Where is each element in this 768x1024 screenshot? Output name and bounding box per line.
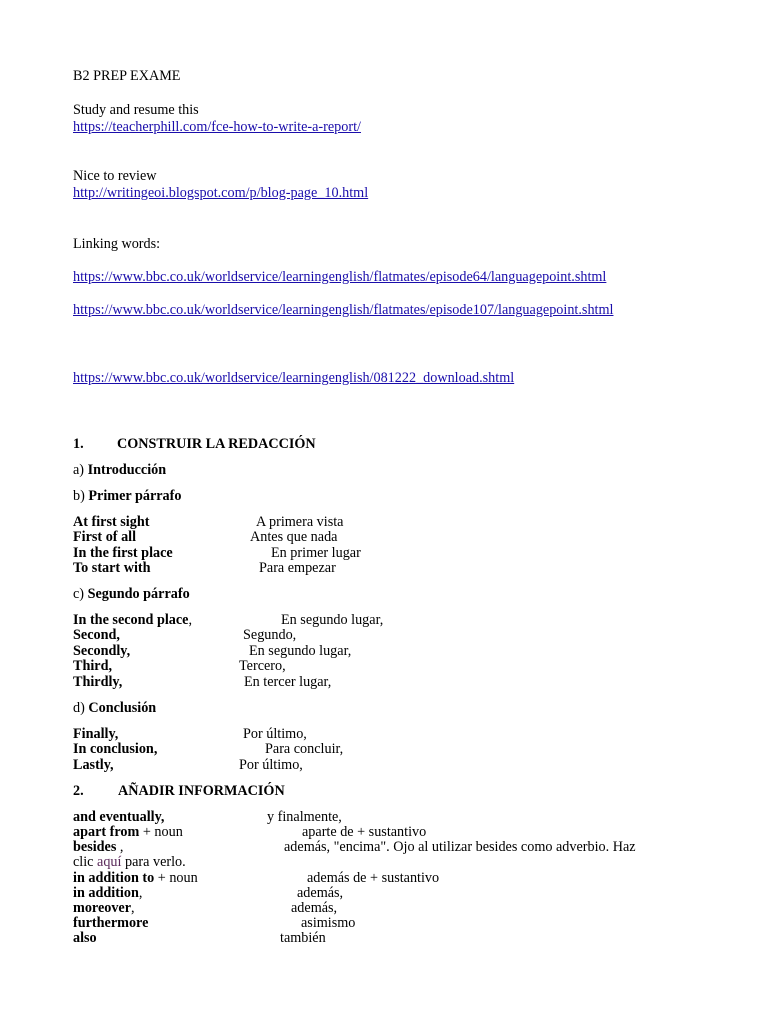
review-link[interactable]: http://writingeoi.blogspot.com/p/blog-page_10.html bbox=[73, 185, 369, 201]
first-term-en: In the first place bbox=[73, 545, 173, 561]
conclusion-term-en: In conclusion, bbox=[73, 741, 158, 757]
addition-term-es: asimismo bbox=[301, 915, 356, 931]
addition-term-en-bold: also bbox=[73, 930, 97, 946]
subsection-conclusion bbox=[73, 701, 156, 717]
addition-term-es: además, bbox=[291, 900, 338, 916]
section2-heading: AÑADIR INFORMACIÓN bbox=[118, 783, 285, 799]
second-term-es: En segundo lugar, bbox=[281, 612, 384, 628]
section2-number: 2. bbox=[73, 783, 84, 799]
addition-term-en-bold: moreover bbox=[73, 900, 132, 916]
addition-term-en-bold: and eventually, bbox=[73, 809, 165, 825]
second-term-en: Second, bbox=[73, 627, 120, 643]
first-term-es: A primera vista bbox=[256, 514, 344, 530]
addition-term-en-extra: , bbox=[131, 900, 135, 916]
addition-term-en-bold: apart from bbox=[73, 824, 140, 840]
addition-term-es: además de + sustantivo bbox=[307, 870, 440, 886]
first-term-es: Antes que nada bbox=[250, 529, 338, 545]
subsection-segundo-parrafo bbox=[73, 587, 190, 603]
subsection-label: Introducción bbox=[87, 462, 167, 478]
first-term-es: Para empezar bbox=[259, 560, 336, 576]
first-term-es: En primer lugar bbox=[271, 545, 361, 561]
addition-term-en-bold: furthermore bbox=[73, 915, 149, 931]
section1-number: 1. bbox=[73, 436, 84, 452]
continuation-line bbox=[73, 855, 186, 871]
first-term-en: At first sight bbox=[73, 514, 150, 530]
subsection-label: Conclusión bbox=[88, 700, 157, 716]
linking-link-episode107[interactable]: https://www.bbc.co.uk/worldservice/learningenglish/flatmates/episode107/languagepoint.shtml bbox=[73, 302, 614, 318]
continuation-after: para verlo. bbox=[121, 854, 186, 870]
second-term-en: Secondly, bbox=[73, 643, 131, 659]
addition-term-en-extra: , bbox=[116, 839, 124, 855]
aqui-link[interactable]: aquí bbox=[97, 854, 122, 870]
first-term-en: First of all bbox=[73, 529, 137, 545]
review-label: Nice to review bbox=[73, 168, 157, 184]
subsection-prefix: a) bbox=[73, 462, 88, 478]
subsection-introduccion bbox=[73, 463, 166, 479]
second-term-en: Thirdly, bbox=[73, 674, 123, 690]
conclusion-term-es: Para concluir, bbox=[265, 741, 344, 757]
addition-term-en-extra: , bbox=[138, 885, 143, 901]
subsection-label: Segundo párrafo bbox=[87, 586, 190, 602]
addition-term-en-extra: + noun bbox=[154, 870, 198, 886]
second-term-en-suffix: , bbox=[188, 612, 193, 628]
second-term-es: En segundo lugar, bbox=[249, 643, 352, 659]
addition-term-en-bold: in addition to bbox=[73, 870, 155, 886]
first-term-en: To start with bbox=[73, 560, 151, 576]
conclusion-term-en: Finally, bbox=[73, 726, 119, 742]
subsection-prefix: b) bbox=[73, 488, 89, 504]
section1-heading: CONSTRUIR LA REDACCIÓN bbox=[117, 436, 316, 452]
addition-term-es: también bbox=[280, 930, 326, 946]
conclusion-term-es: Por último, bbox=[243, 726, 307, 742]
continuation-before: clic bbox=[73, 854, 98, 870]
second-term-en: Third, bbox=[73, 658, 113, 674]
second-term-es: Segundo, bbox=[243, 627, 297, 643]
subsection-label: Primer párrafo bbox=[88, 488, 182, 504]
addition-term-en bbox=[73, 931, 97, 947]
subsection-prefix: d) bbox=[73, 700, 89, 716]
second-term-es: En tercer lugar, bbox=[244, 674, 332, 690]
second-term-es: Tercero, bbox=[239, 658, 286, 674]
conclusion-term-es: Por último, bbox=[239, 757, 303, 773]
study-link[interactable]: https://teacherphill.com/fce-how-to-write-a-report/ bbox=[73, 119, 361, 135]
addition-term-en-bold: in addition bbox=[73, 885, 139, 901]
addition-term-es: aparte de + sustantivo bbox=[302, 824, 427, 840]
linking-link-episode64[interactable]: https://www.bbc.co.uk/worldservice/learningenglish/flatmates/episode64/languagepoint.shtml bbox=[73, 269, 607, 285]
subsection-prefix: c) bbox=[73, 586, 88, 602]
addition-term-en-bold: besides bbox=[73, 839, 117, 855]
conclusion-term-en: Lastly, bbox=[73, 757, 114, 773]
addition-term-es: además, bbox=[297, 885, 344, 901]
addition-term-en-extra: + noun bbox=[139, 824, 183, 840]
addition-term-es: y finalmente, bbox=[267, 809, 342, 825]
study-label: Study and resume this bbox=[73, 102, 199, 118]
linking-link-download[interactable]: https://www.bbc.co.uk/worldservice/learningenglish/081222_download.shtml bbox=[73, 370, 515, 386]
addition-term-es: además, "encima". Ojo al utilizar besides como adverbio. Haz bbox=[284, 839, 636, 855]
document-title: B2 PREP EXAME bbox=[73, 68, 181, 84]
subsection-primer-parrafo bbox=[73, 489, 181, 505]
second-term-en-bold: In the second place bbox=[73, 612, 189, 628]
linking-words-label: Linking words: bbox=[73, 236, 161, 252]
